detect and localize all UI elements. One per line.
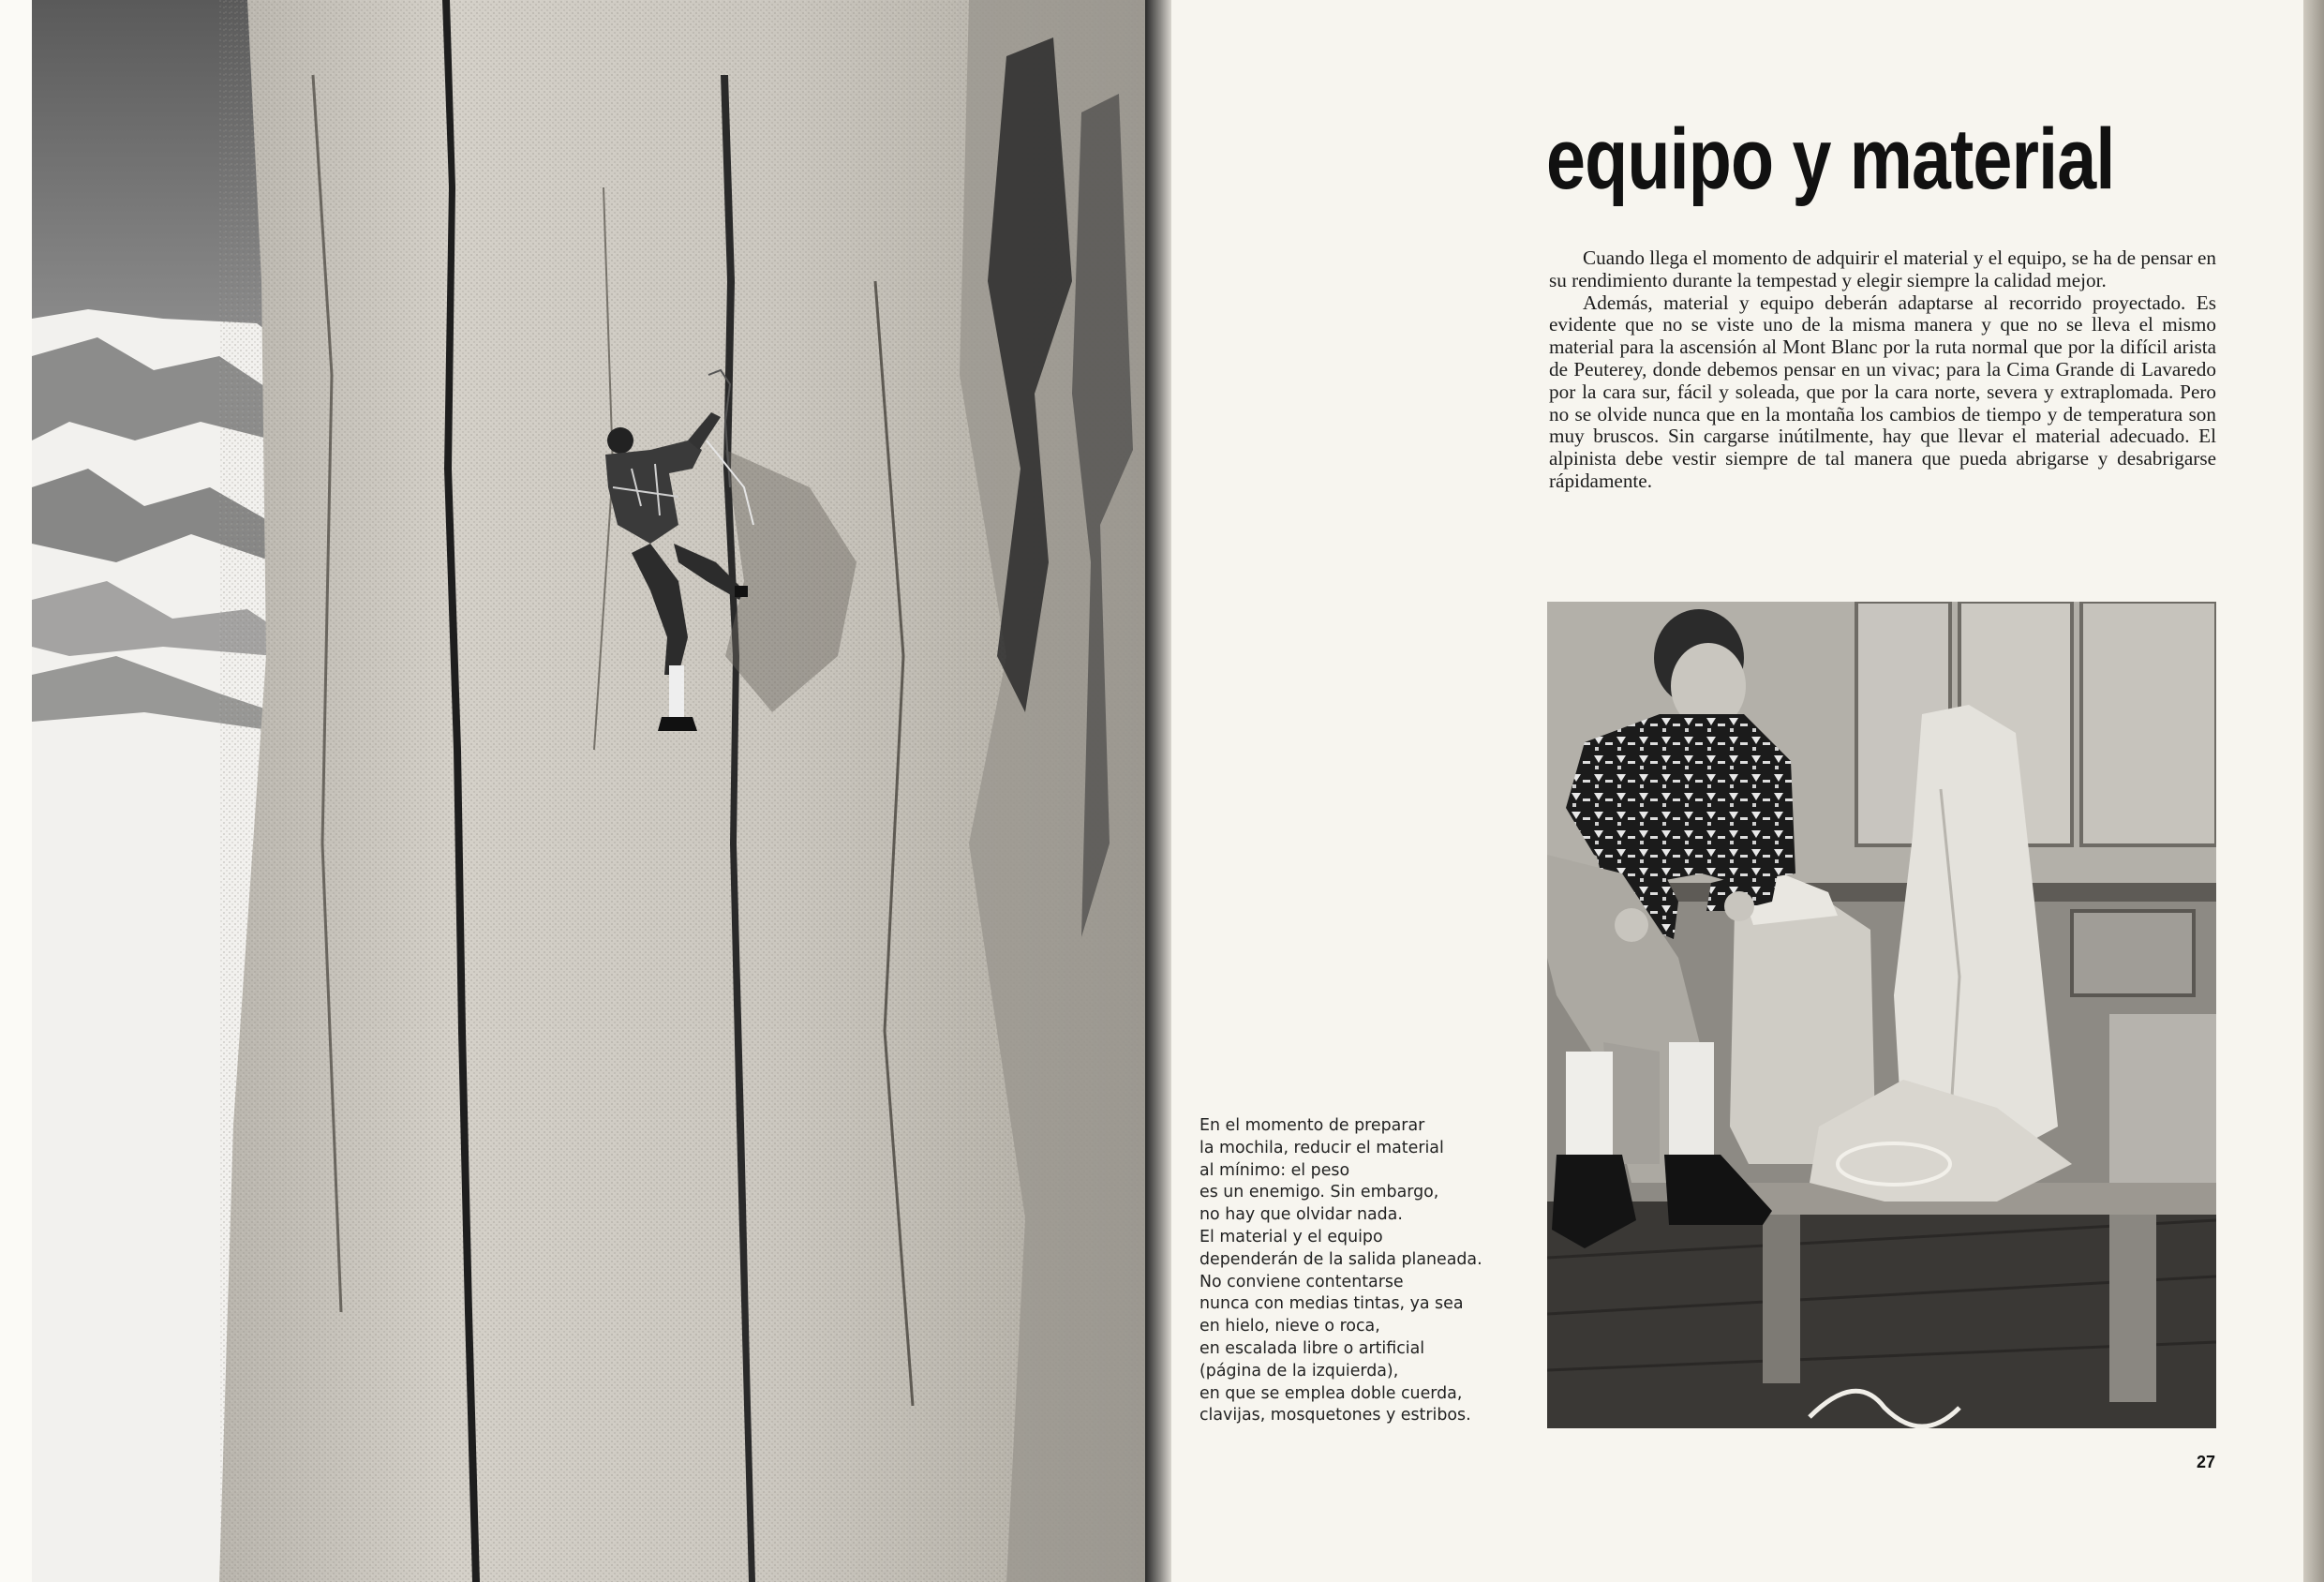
caption-line: El material y el equipo (1199, 1227, 1383, 1246)
right-page (1171, 0, 2303, 1582)
packing-photo-graphic (1547, 602, 2216, 1428)
body-text (1549, 247, 2216, 493)
body-paragraph: Cuando llega el momento de adquirir el material y el equipo, se ha de pensar en su rendimiento durante la tempestad y elegir siempre la calidad mejor. (1549, 246, 2216, 291)
caption-line: es un enemigo. Sin embargo, (1199, 1183, 1439, 1202)
caption-line: al mínimo: el peso (1199, 1160, 1350, 1180)
caption-line: nunca con medias tintas, ya sea (1199, 1294, 1464, 1314)
chapter-title: equipo y material (1546, 112, 2115, 207)
body-paragraph: Además, material y equipo deberán adaptarse al recorrido proyectado. Es evidente que no se viste uno de la misma manera y que no se lleva el mismo material para la ascensión al Mont Blanc por la ruta normal que por la difícil arista de Peuterey, donde debemos pensar en un vivac; para la Cima Grande di Lavaredo por la cara sur, fácil y soleada, que por la cara norte, severa y extraplomada. Pero no se olvide nunca que en la montaña los cambios de tiempo y de temperatura son muy bruscos. Sin cargarse inútilmente, hay que llevar el material adecuado. El alpinista debe vestir siempre de tal manera que pueda abrigarse y desabrigarse rápidamente. (1549, 291, 2216, 492)
caption-line: En el momento de preparar (1199, 1116, 1425, 1135)
caption-line: dependerán de la salida planeada. (1199, 1249, 1482, 1269)
page-number: 27 (2197, 1453, 2216, 1471)
photo-caption (1199, 1115, 1518, 1427)
left-page (0, 0, 1158, 1582)
packing-backpack-photo (1547, 602, 2216, 1428)
caption-line: en hielo, nieve o roca, (1199, 1317, 1380, 1336)
caption-line: clavijas, mosquetones y estribos. (1199, 1406, 1471, 1425)
page-edge-left (0, 0, 32, 1582)
page-edge-right (2303, 0, 2324, 1582)
climber-on-rock-wall-photo (32, 0, 1155, 1582)
caption-line: la mochila, reducir el material (1199, 1138, 1444, 1157)
caption-line: No conviene contentarse (1199, 1272, 1404, 1291)
caption-line: (página de la izquierda), (1199, 1361, 1399, 1381)
caption-line: en que se emplea doble cuerda, (1199, 1383, 1463, 1403)
caption-line: no hay que olvidar nada. (1199, 1205, 1403, 1225)
caption-line: en escalada libre o artificial (1199, 1338, 1425, 1358)
climber-photo-graphic (32, 0, 1155, 1582)
